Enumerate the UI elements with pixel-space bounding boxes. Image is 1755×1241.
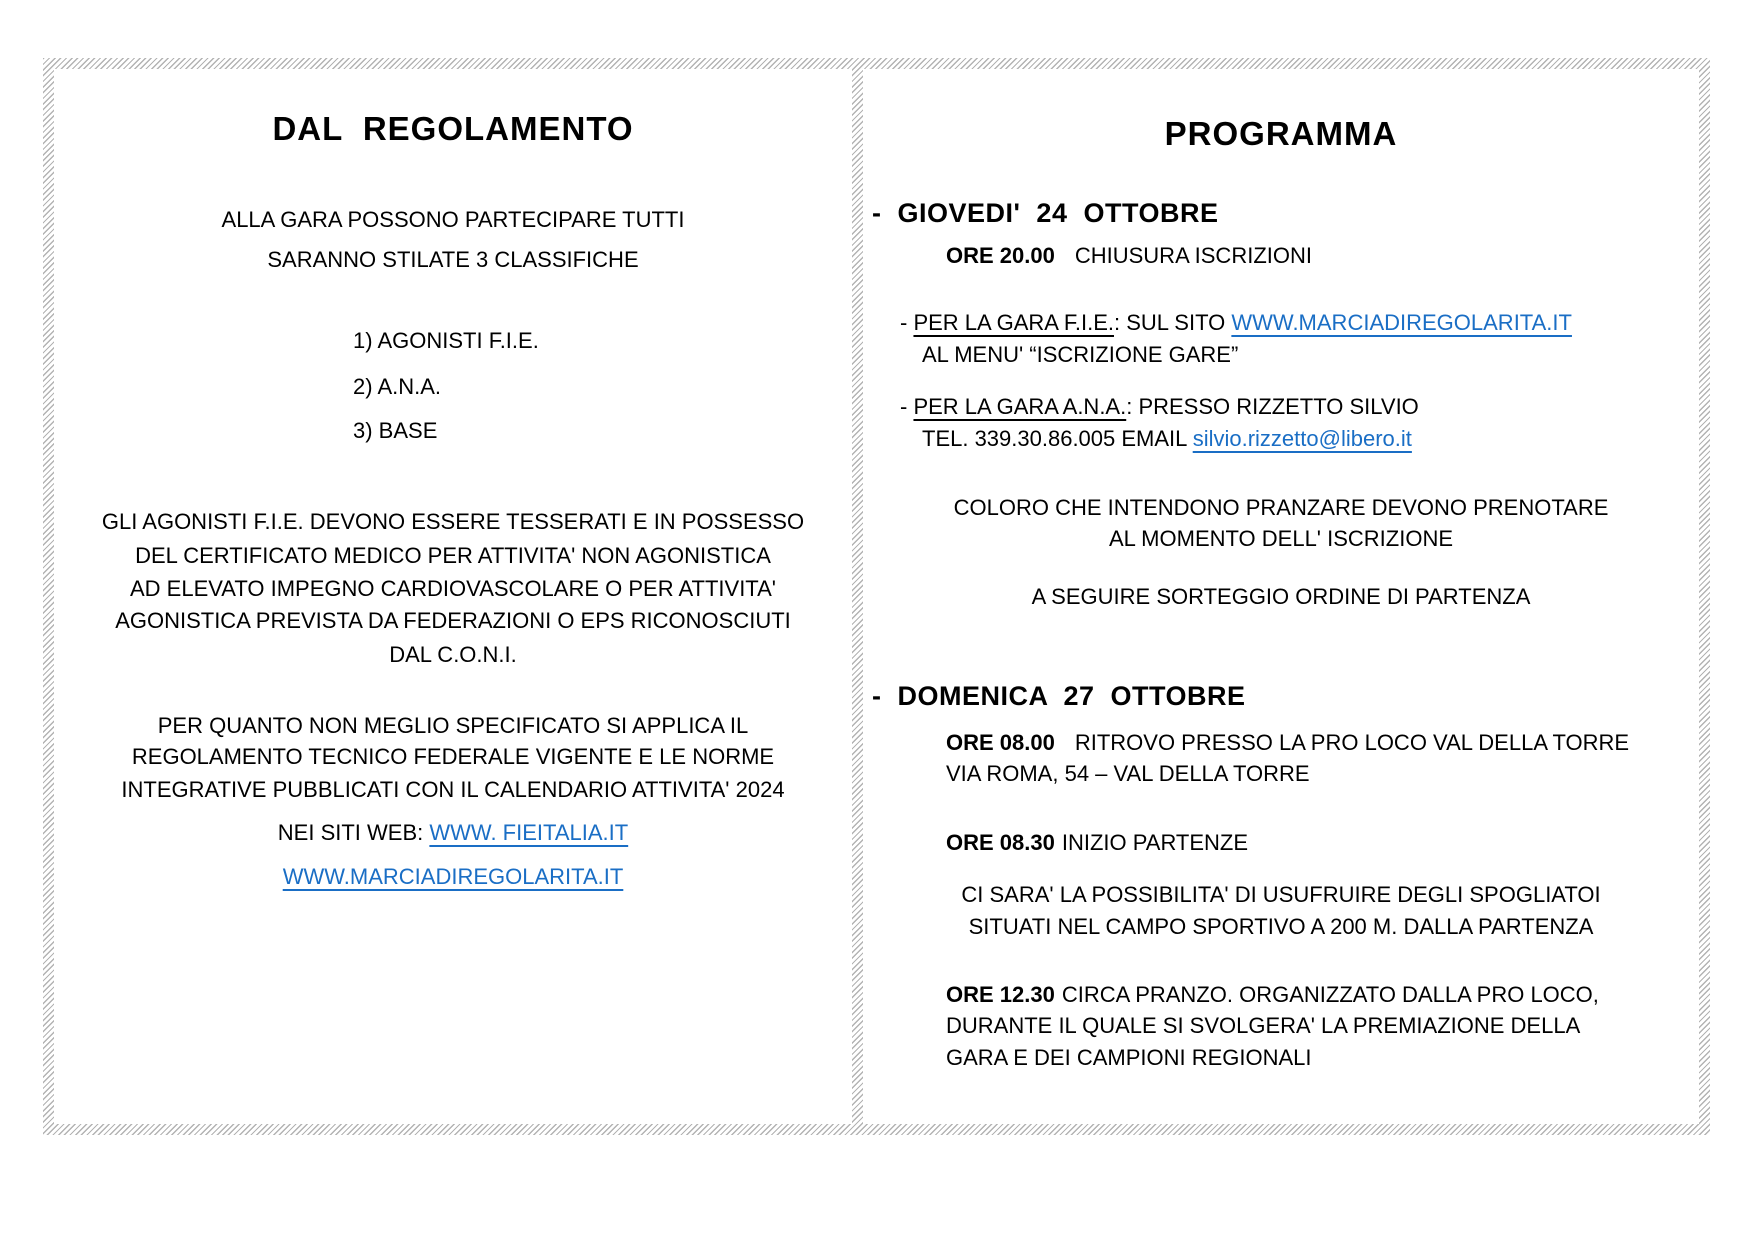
classification-item-2: 2) A.N.A. (353, 374, 442, 399)
program-panel (863, 69, 1699, 1124)
ore-0800-line (946, 729, 1629, 757)
email-link[interactable]: silvio.rizzetto@libero.it (1192, 426, 1412, 451)
tel-label: TEL. 339.30.86.005 EMAIL (922, 426, 1193, 451)
ore-1230-line-2: DURANTE IL QUALE SI SVOLGERA' LA PREMIAZIONE DELLA (946, 1013, 1581, 1038)
ana-dash: - (900, 394, 914, 419)
sunday-heading: - DOMENICA 27 OTTOBRE (872, 681, 1246, 711)
regolamento-para-line-2: REGOLAMENTO TECNICO FEDERALE VIGENTE E LE NORME (131, 744, 775, 769)
ore-0830-label: ORE 08.30 (946, 830, 1055, 855)
thursday-heading: - GIOVEDI' 24 OTTOBRE (872, 198, 1219, 228)
fie-dash: - (900, 310, 914, 335)
classification-item-3: 3) BASE (353, 418, 438, 443)
ore-1230-line-3: GARA E DEI CAMPIONI REGIONALI (946, 1045, 1312, 1070)
draw-line: A SEGUIRE SORTEGGIO ORDINE DI PARTENZA (1031, 584, 1531, 609)
fie-underlined-label: PER LA GARA F.I.E. (913, 310, 1114, 335)
regulation-panel (54, 69, 852, 1124)
agonisti-para-line-5: DAL C.O.N.I. (389, 642, 517, 667)
lunch-note-line-1: COLORO CHE INTENDONO PRANZARE DEVONO PRENOTARE (953, 495, 1609, 520)
regolamento-para-line-3: INTEGRATIVE PUBBLICATI CON IL CALENDARIO ATTIVITA' 2024 (121, 777, 785, 802)
ana-underlined-label: PER LA GARA A.N.A. (913, 394, 1127, 419)
websites-label: NEI SITI WEB: (277, 820, 430, 845)
ana-registration-line (900, 393, 1419, 421)
changing-rooms-line-1: CI SARA' LA POSSIBILITA' DI USUFRUIRE DEGLI SPOGLIATOI (961, 882, 1601, 907)
ana-rest: : PRESSO RIZZETTO SILVIO (1126, 394, 1419, 419)
ore-2000-label: ORE 20.00 (946, 243, 1055, 268)
agonisti-para-line-4: AGONISTICA PREVISTA DA FEDERAZIONI O EPS RICONOSCIUTI (115, 608, 791, 633)
page-border (43, 58, 1710, 1135)
regulation-title: DAL REGOLAMENTO (272, 110, 634, 147)
changing-rooms-line-2: SITUATI NEL CAMPO SPORTIVO A 200 M. DALLA PARTENZA (968, 914, 1594, 939)
regolamento-para-line-1: PER QUANTO NON MEGLIO SPECIFICATO SI APPLICA IL (157, 713, 749, 738)
marcia-site-line (54, 863, 852, 891)
ore-0830-text: INIZIO PARTENZE (1061, 830, 1249, 855)
agonisti-para-line-2: DEL CERTIFICATO MEDICO PER ATTIVITA' NON AGONISTICA (135, 543, 771, 568)
ore-0800-line-2: VIA ROMA, 54 – VAL DELLA TORRE (946, 761, 1310, 786)
classification-item-1: 1) AGONISTI F.I.E. (353, 328, 539, 353)
fie-rest: : SUL SITO (1113, 310, 1232, 335)
agonisti-para-line-3: AD ELEVATO IMPEGNO CARDIOVASCOLARE O PER ATTIVITA' (129, 576, 776, 601)
ore-1230-label: ORE 12.30 (946, 982, 1055, 1007)
intro-line-2: SARANNO STILATE 3 CLASSIFICHE (267, 247, 639, 272)
ore-0830-line (946, 829, 1248, 857)
fie-registration-line-2: AL MENU' “ISCRIZIONE GARE” (922, 342, 1239, 367)
ana-contact-line (922, 425, 1412, 453)
ore-2000-line (946, 242, 1312, 270)
ore-1230-line (946, 981, 1599, 1009)
fie-site-link[interactable]: WWW. FIEITALIA.IT (429, 820, 629, 845)
websites-line (54, 819, 852, 847)
ore-0800-label: ORE 08.00 (946, 730, 1055, 755)
agonisti-para-line-1: GLI AGONISTI F.I.E. DEVONO ESSERE TESSERATI E IN POSSESSO (101, 509, 805, 534)
fie-registration-line (900, 309, 1572, 337)
lunch-note-line-2: AL MOMENTO DELL' ISCRIZIONE (1108, 526, 1454, 551)
marcia-site-link[interactable]: WWW.MARCIADIREGOLARITA.IT (282, 864, 624, 889)
program-title: PROGRAMMA (1164, 115, 1398, 152)
ore-0800-text: RITROVO PRESSO LA PRO LOCO VAL DELLA TORRE (1074, 730, 1630, 755)
fie-registration-link[interactable]: WWW.MARCIADIREGOLARITA.IT (1231, 310, 1572, 335)
intro-line-1: ALLA GARA POSSONO PARTECIPARE TUTTI (221, 207, 685, 232)
ore-2000-text: CHIUSURA ISCRIZIONI (1074, 243, 1312, 268)
ore-1230-text: CIRCA PRANZO. ORGANIZZATO DALLA PRO LOCO, (1061, 982, 1599, 1007)
